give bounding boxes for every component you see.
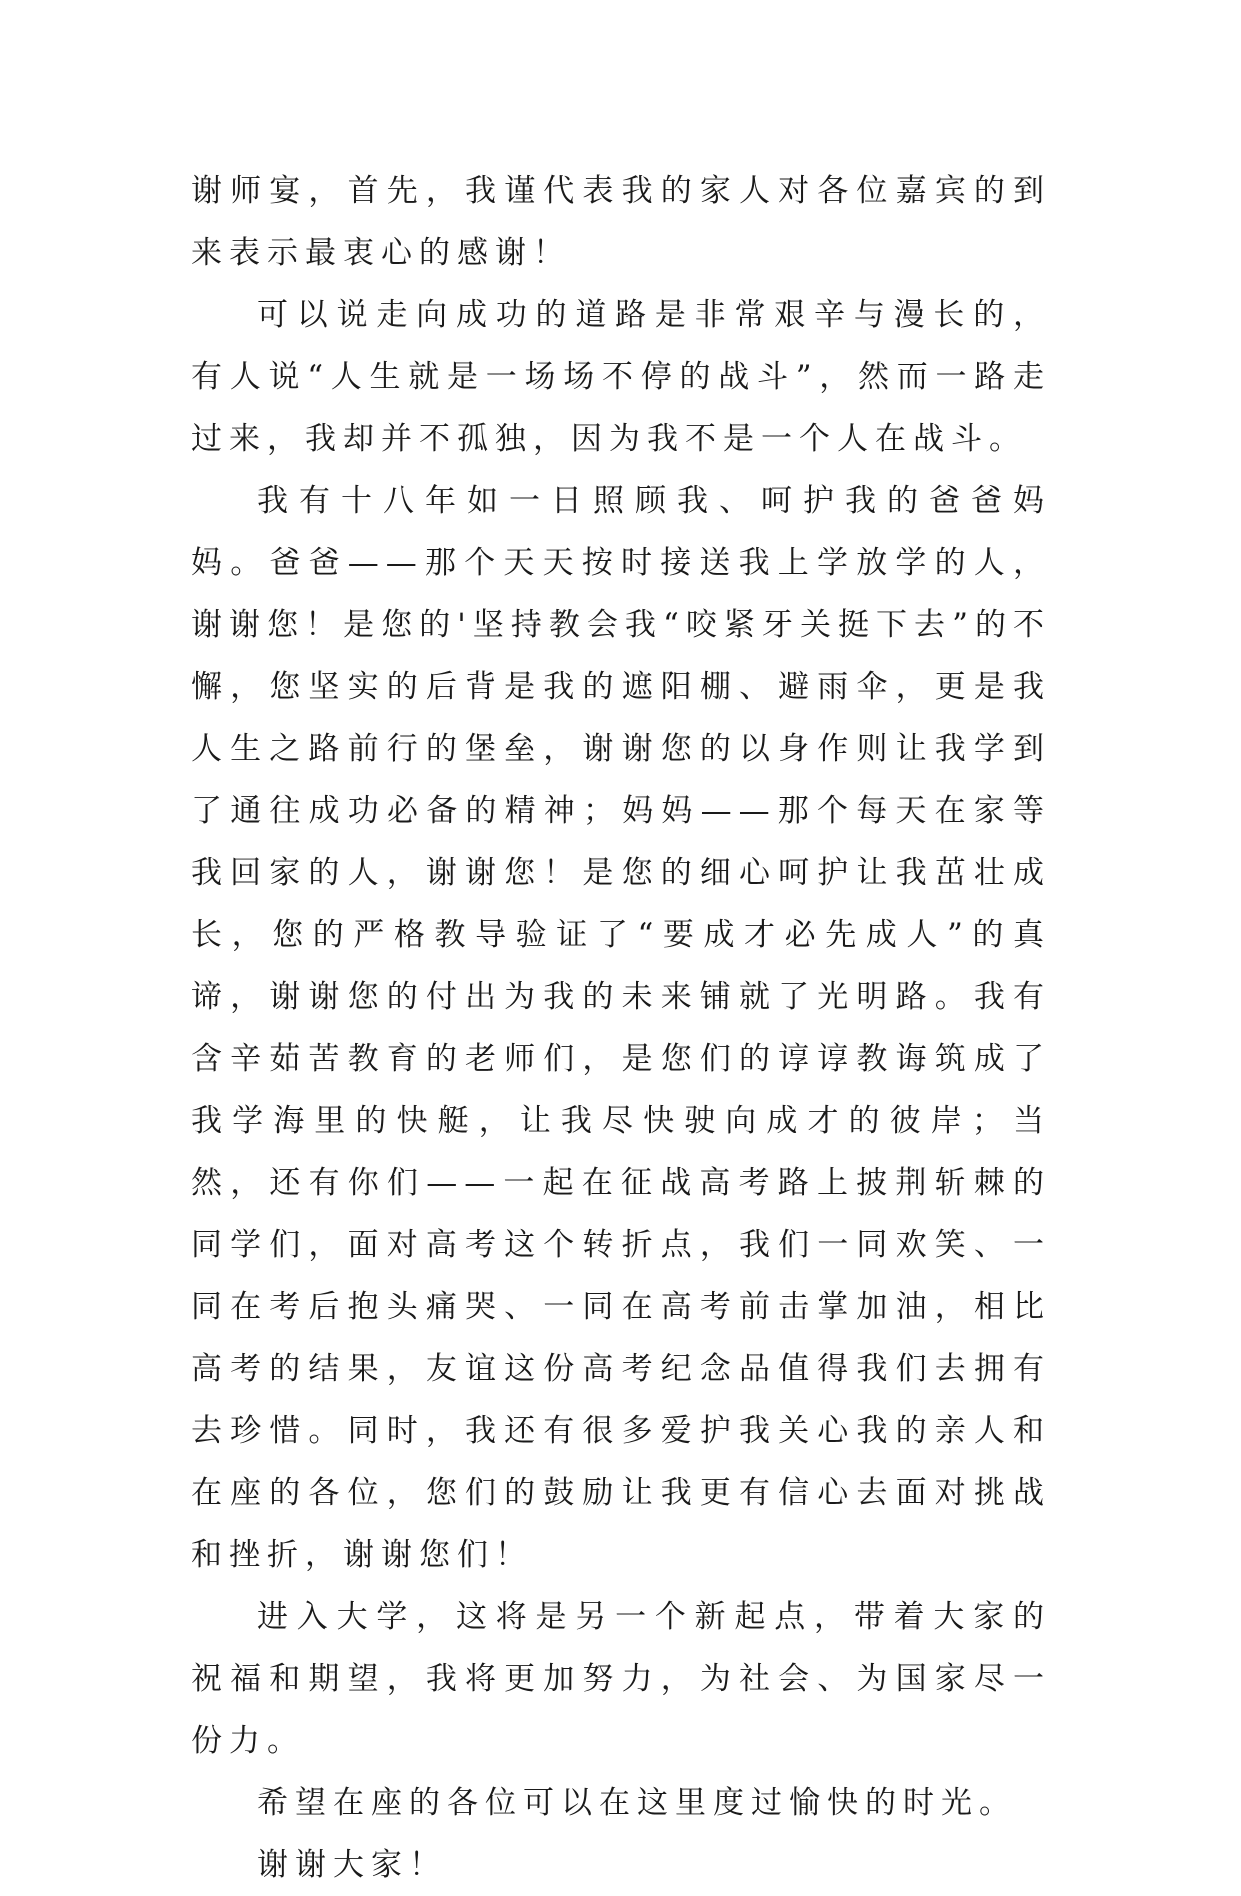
paragraph-university: 进入大学，这将是另一个新起点，带着大家的祝福和期望，我将更加努力，为社会、为国家尽一份力。 — [191, 1599, 1051, 1759]
document-body — [191, 160, 1051, 1896]
paragraph-thanks-family-teachers: 我有十八年如一日照顾我、呵护我的爸爸妈妈。爸爸——那个天天按时接送我上学放学的人，谢谢您！是您的'坚持教会我“咬紧牙关挺下去”的不懈，您坚实的后背是我的遮阳棚、避雨伞，更是我人生之路前行的堡垒，谢谢您的以身作则让我学到了通往成功必备的精神；妈妈——那个每天在家等我回家的人，谢谢您！是您的细心呵护让我茁壮成长，您的严格教导验证了“要成才必先成人”的真谛，谢谢您的付出为我的未来铺就了光明路。我有含辛茹苦教育的老师们，是您们的谆谆教诲筑成了我学海里的快艇，让我尽快驶向成才的彼岸；当然，还有你们——一起在征战高考路上披荆斩棘的同学们，面对高考这个转折点，我们一同欢笑、一同在考后抱头痛哭、一同在高考前击掌加油，相比高考的结果，友谊这份高考纪念品值得我们去拥有去珍惜。同时，我还有很多爱护我关心我的亲人和在座的各位，您们的鼓励让我更有信心去面对挑战和挫折，谢谢您们！ — [191, 483, 1051, 1573]
paragraph-closing: 谢谢大家！ — [257, 1847, 447, 1883]
paragraph-road-to-success: 可以说走向成功的道路是非常艰辛与漫长的，有人说“人生就是一场场不停的战斗”，然而一路走过来，我却并不孤独，因为我不是一个人在战斗。 — [191, 297, 1051, 457]
paragraph-wish: 希望在座的各位可以在这里度过愉快的时光。 — [257, 1785, 1017, 1821]
paragraph-opening: 谢师宴，首先，我谨代表我的家人对各位嘉宾的到来表示最衷心的感谢！ — [191, 173, 1051, 271]
